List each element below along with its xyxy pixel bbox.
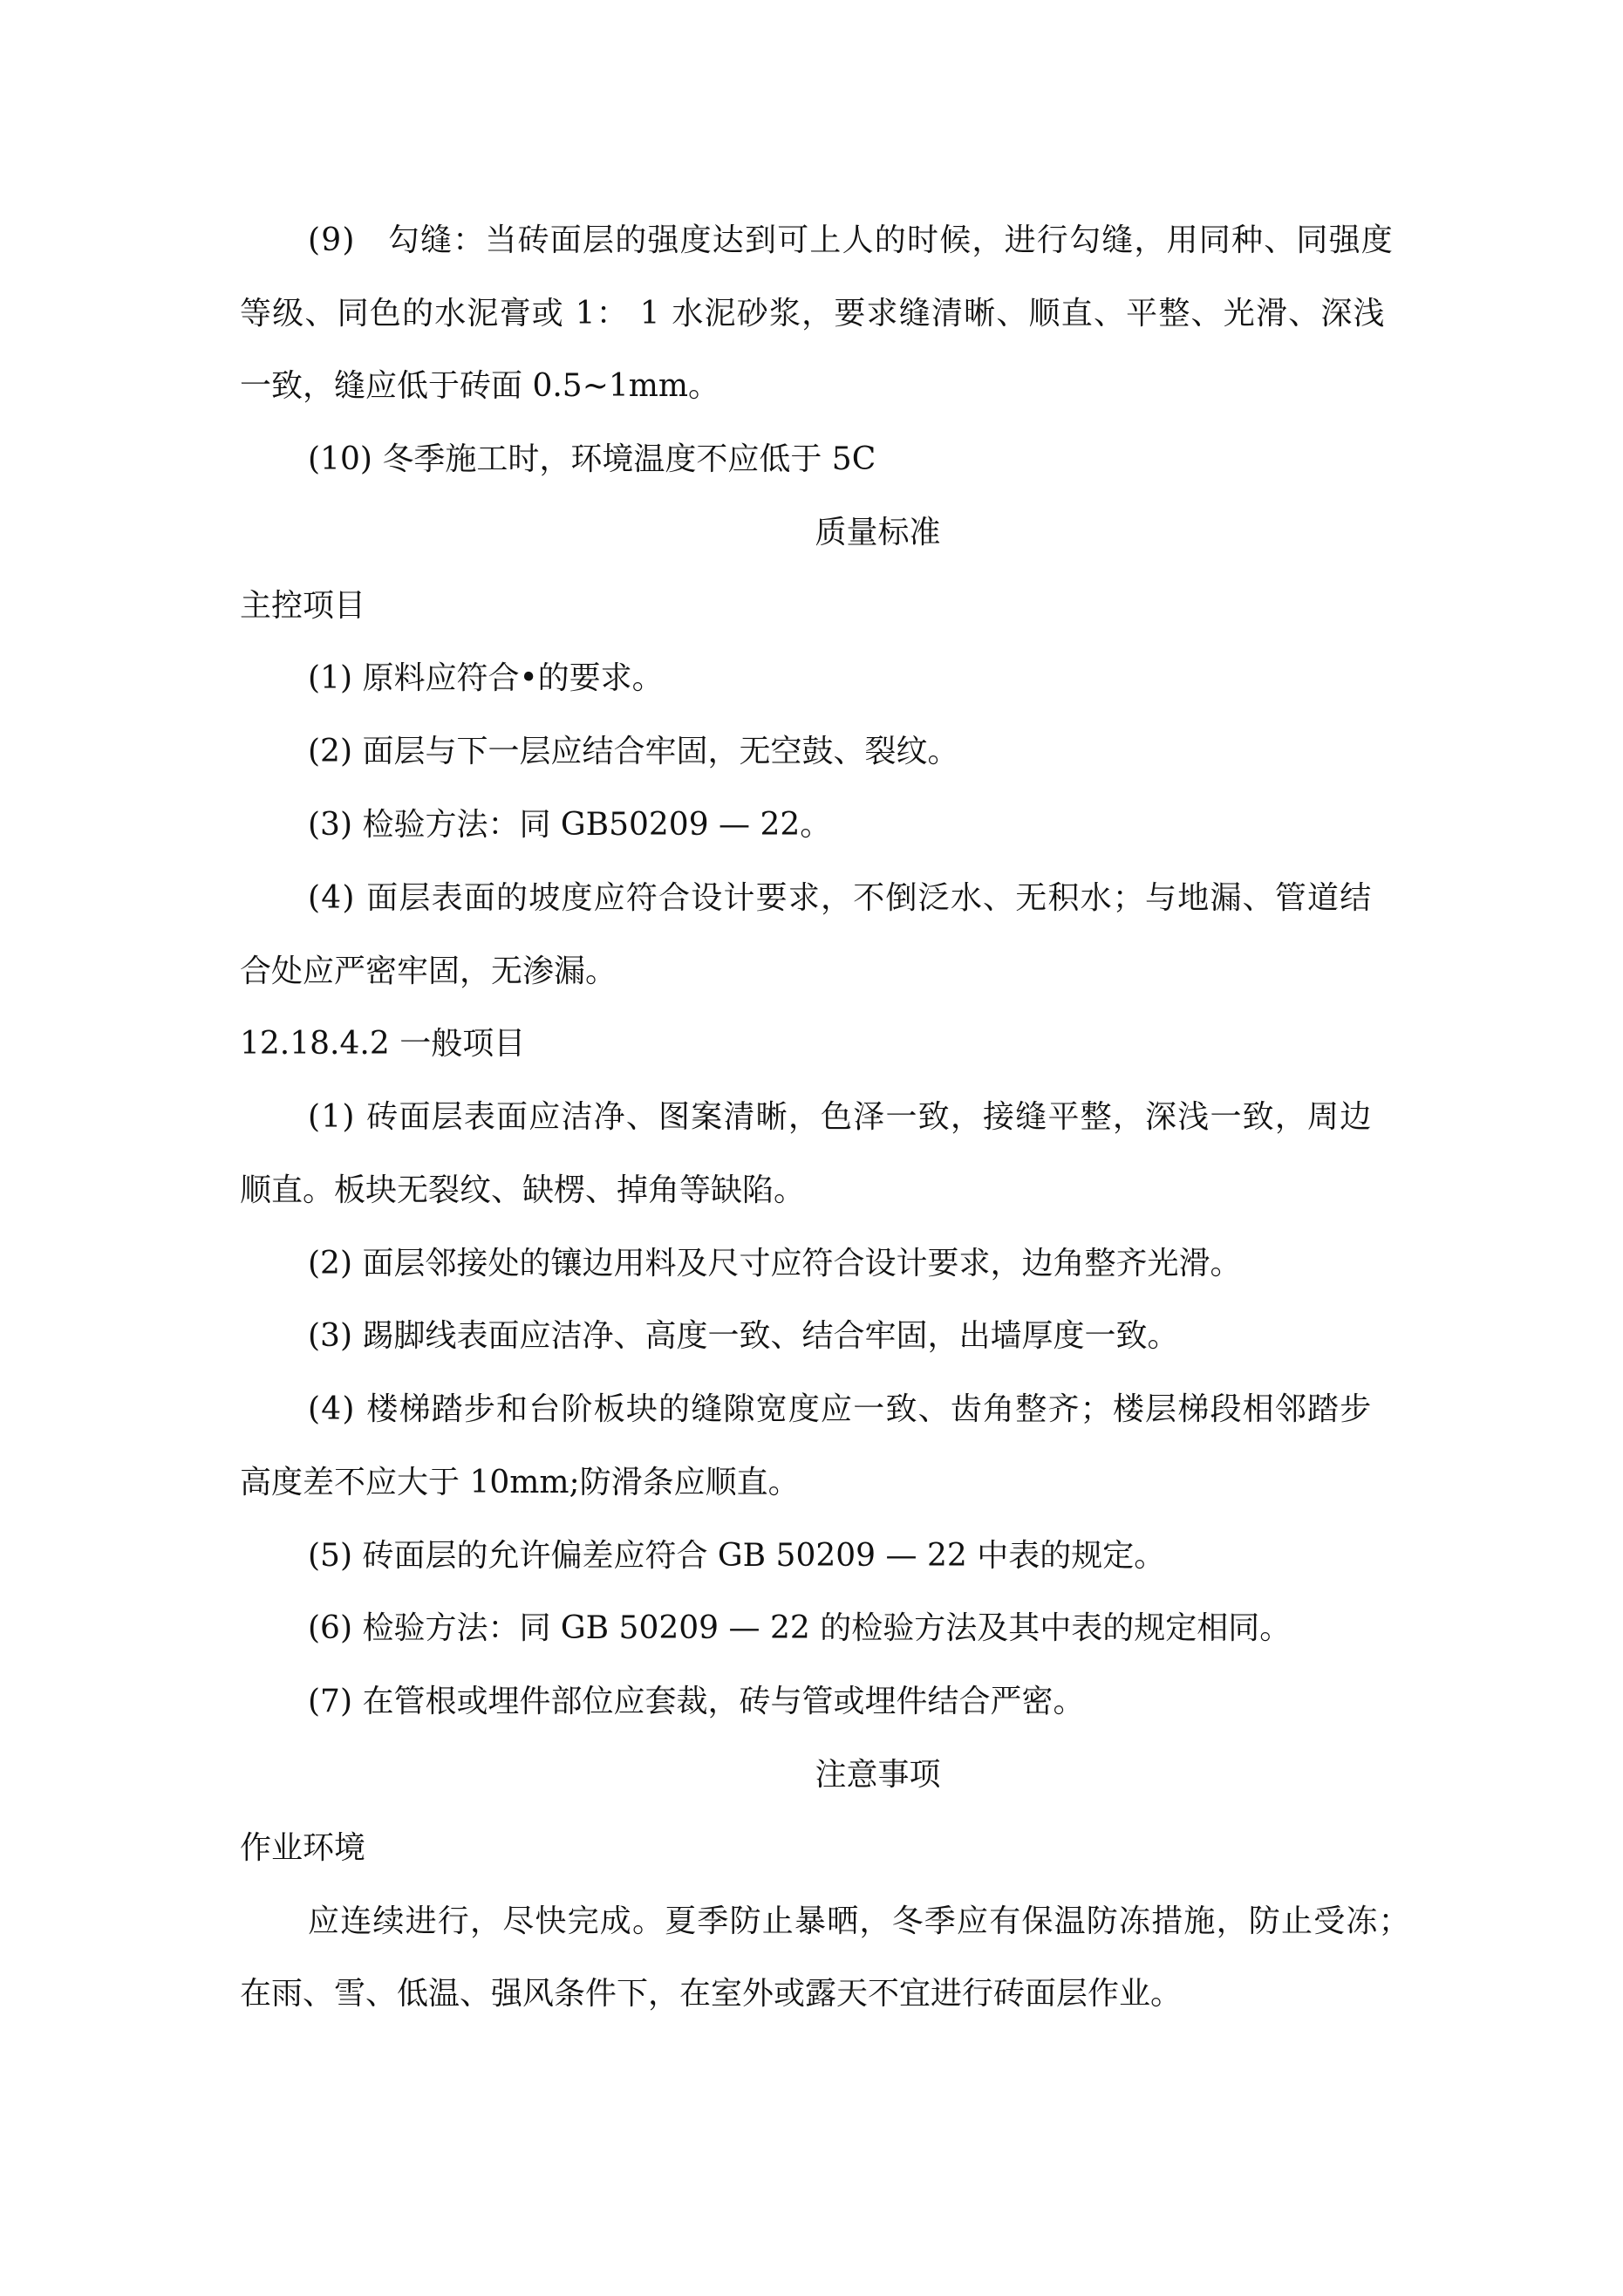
subsection-heading-general: 12.18.4.2 一般项目 (240, 1026, 526, 1062)
paragraph-line: (4) 楼梯踏步和台阶板块的缝隙宽度应一致、齿角整齐；楼层梯段相邻踏步 (308, 1391, 1373, 1427)
paragraph-line: (4) 面层表面的坡度应符合设计要求，不倒泛水、无积水；与地漏、管道结 (308, 880, 1373, 916)
paragraph-line: 顺直。板块无裂纹、缺楞、掉角等缺陷。 (240, 1172, 806, 1208)
paragraph-line: (3) 检验方法：同 GB50209 — 22。 (308, 807, 832, 843)
subsection-heading-environment: 作业环境 (240, 1830, 366, 1866)
paragraph-line: 等级、同色的水泥膏或 1： 1 水泥砂浆，要求缝清晰、顺直、平整、光滑、深浅 (240, 296, 1386, 331)
paragraph-line: (2) 面层邻接处的镶边用料及尺寸应符合设计要求，边角整齐光滑。 (308, 1246, 1242, 1281)
paragraph-line: (6) 检验方法：同 GB 50209 — 22 的检验方法及其中表的规定相同。 (308, 1610, 1292, 1646)
paragraph-line: (10) 冬季施工时，环境温度不应低于 5C (308, 441, 876, 477)
paragraph-line: (1) 砖面层表面应洁净、图案清晰，色泽一致，接缝平整，深浅一致，周边 (308, 1099, 1373, 1135)
paragraph-line: (1) 原料应符合•的要求。 (308, 660, 664, 696)
paragraph-line: 合处应严密牢固，无渗漏。 (240, 953, 617, 989)
paragraph-line: 一致，缝应低于砖面 0.5~1mm。 (240, 368, 720, 404)
paragraph-line: 高度差不应大于 10mm;防滑条应顺直。 (240, 1465, 800, 1500)
paragraph-line: 应连续进行，尽快完成。夏季防止暴晒，冬季应有保温防冻措施，防止受冻； (308, 1903, 1411, 1939)
paragraph-line: (2) 面层与下一层应结合牢固，无空鼓、裂纹。 (308, 734, 959, 769)
subsection-heading-main-control: 主控项目 (240, 588, 366, 624)
section-heading-notes: 注意事项 (815, 1757, 941, 1793)
paragraph-line: (5) 砖面层的允许偏差应符合 GB 50209 — 22 中表的规定。 (308, 1538, 1166, 1574)
paragraph-line: 在雨、雪、低温、强风条件下，在室外或露天不宜进行砖面层作业。 (240, 1976, 1183, 2012)
section-heading-quality: 质量标准 (815, 515, 941, 550)
paragraph-line: (3) 踢脚线表面应洁净、高度一致、结合牢固，出墙厚度一致。 (308, 1318, 1179, 1354)
paragraph-line: (9) 勾缝：当砖面层的强度达到可上人的时候，进行勾缝，用同种、同强度 (308, 222, 1394, 258)
paragraph-line: (7) 在管根或埋件部位应套裁，砖与管或埋件结合严密。 (308, 1684, 1085, 1719)
